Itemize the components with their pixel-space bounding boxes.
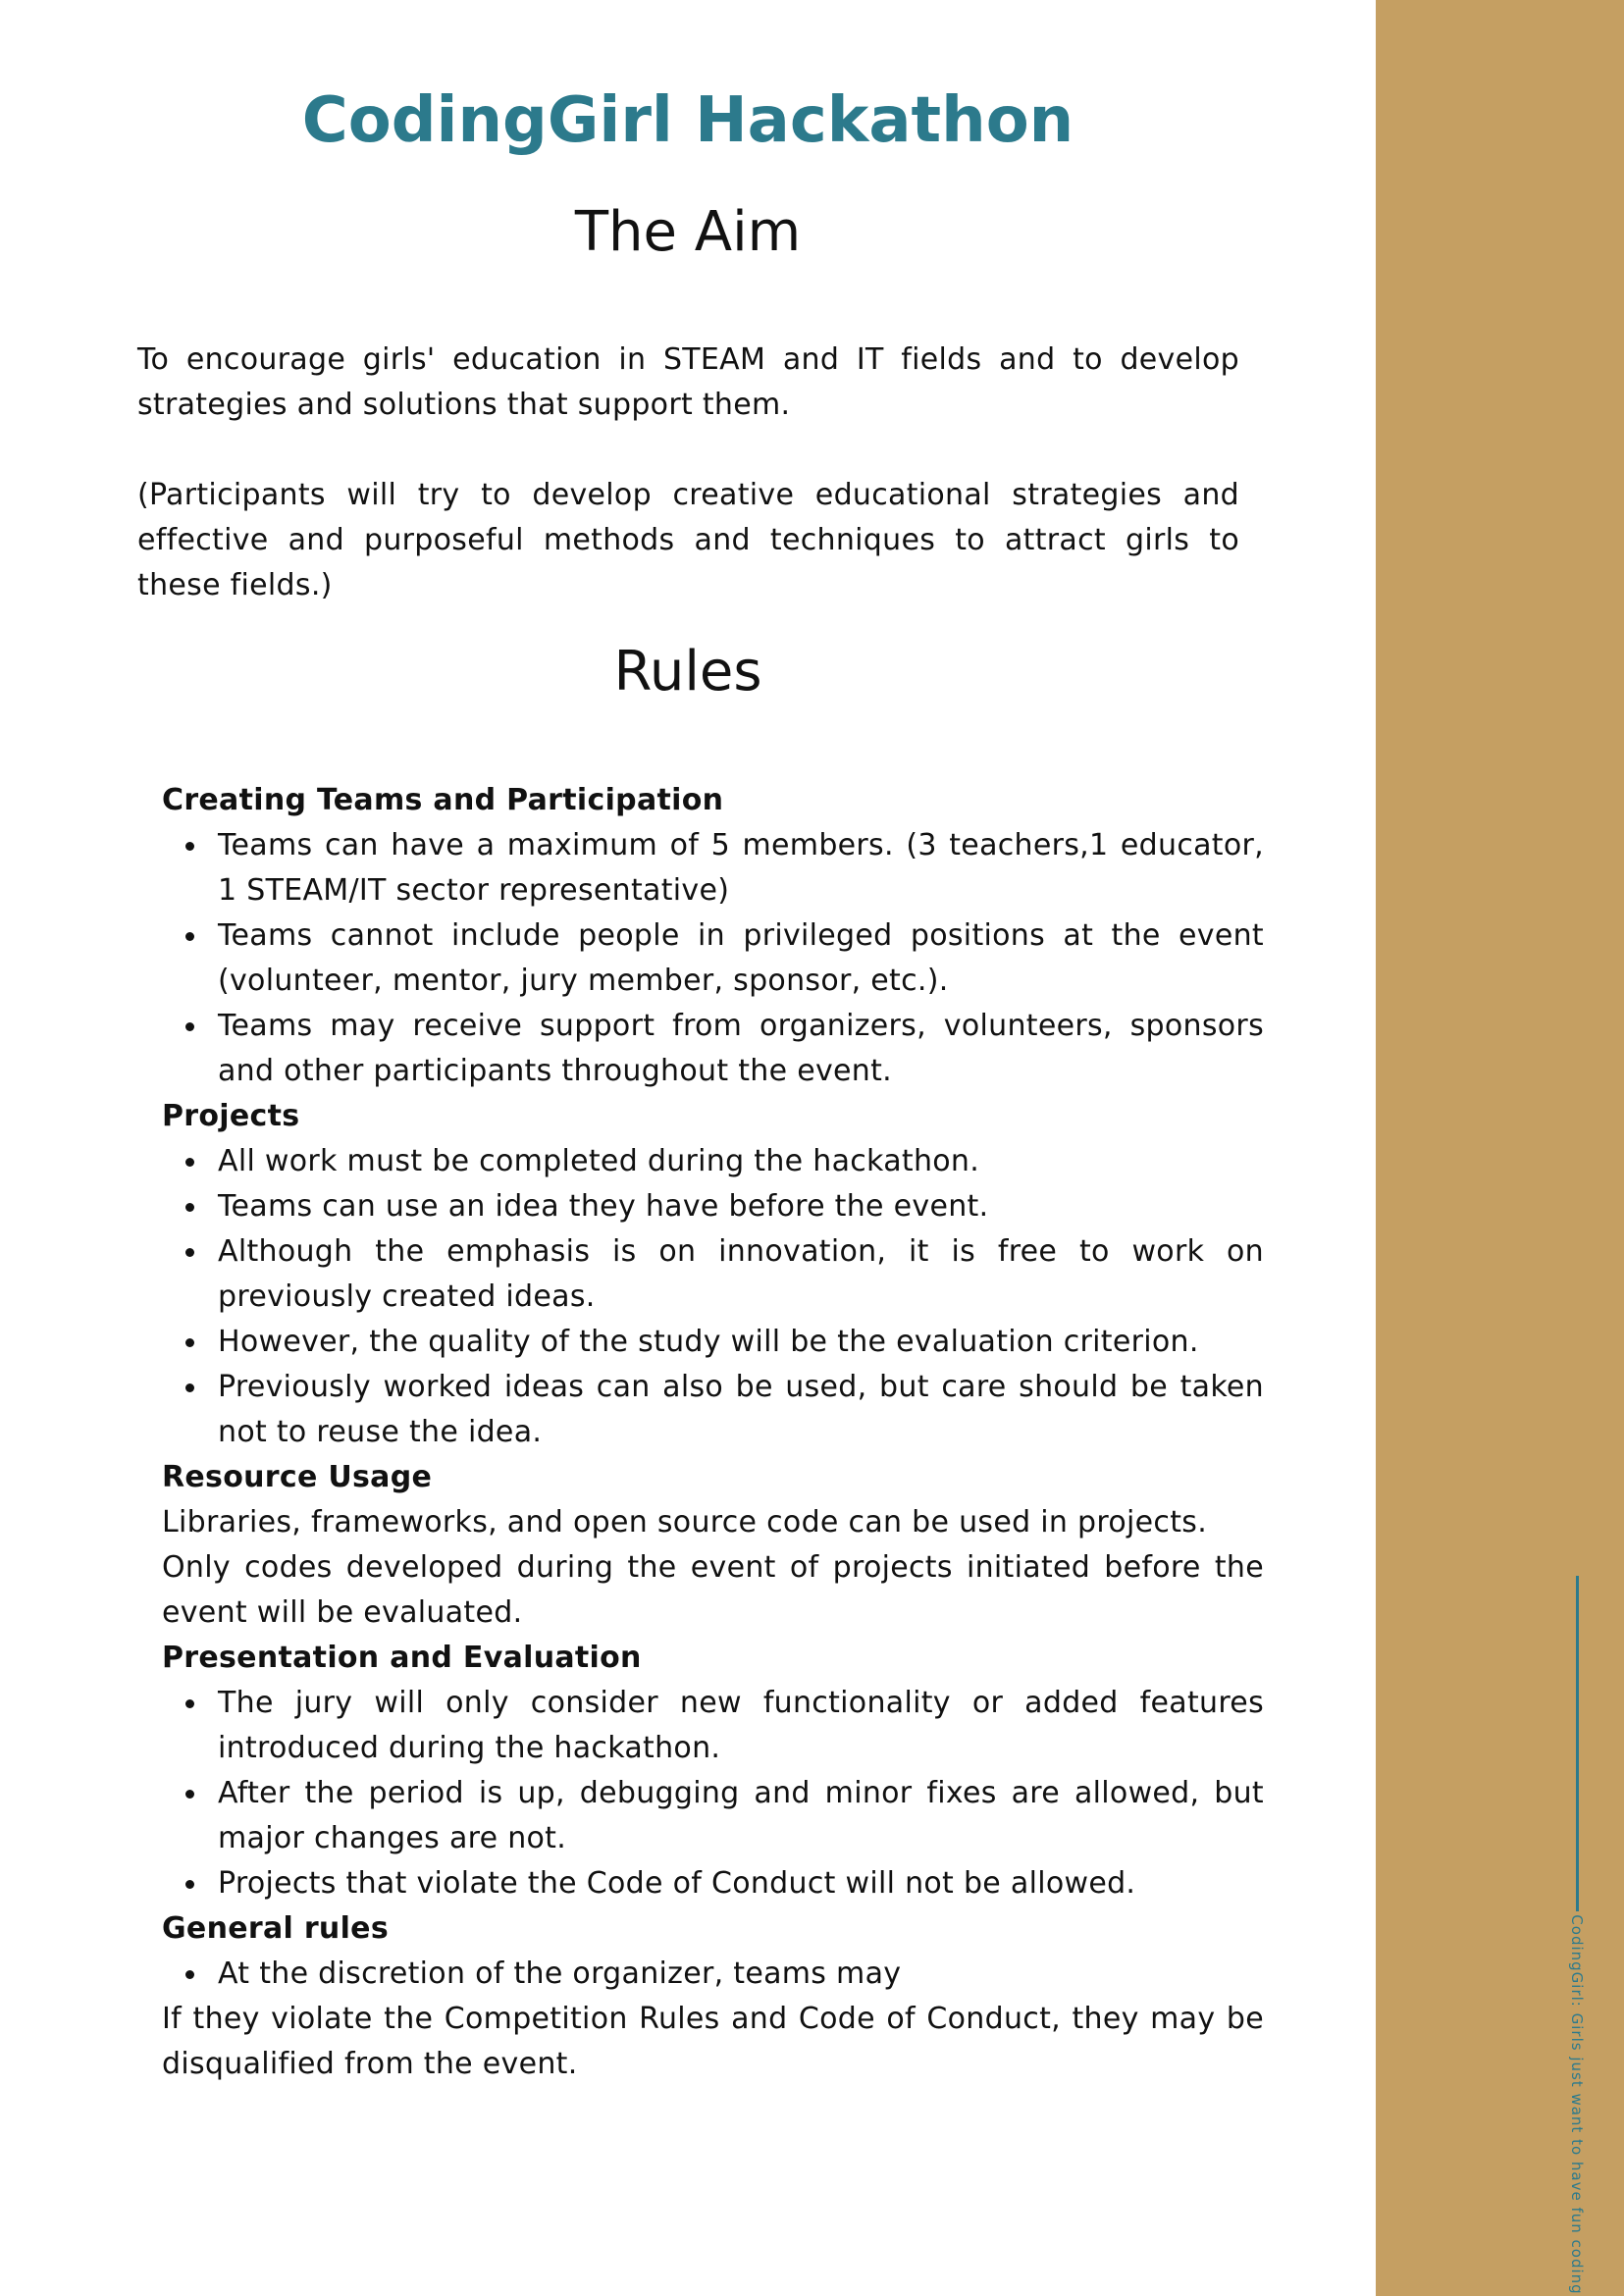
sidebar-tagline: CodingGirl: Girls just want to have fun coding — [1568, 1914, 1586, 2295]
aim-section — [137, 338, 1239, 653]
rules-subheading-teams: Creating Teams and Participation — [162, 783, 724, 817]
rules-list-general — [162, 1952, 1264, 1997]
aim-paragraph: (Participants will try to develop creative educational strategies and effective and purposeful methods and techniques to attract girls to these fields.) — [137, 478, 1239, 602]
rules-subheading-projects: Projects — [162, 1099, 300, 1133]
rules-list-evaluation — [162, 1681, 1264, 1906]
rules-section — [162, 778, 1264, 2087]
rules-paragraph: If they violate the Competition Rules and Code of Conduct, they may be disqualified from the event. — [162, 2002, 1264, 2081]
rules-list-teams — [162, 823, 1264, 1094]
page-title: CodingGirl Hackathon — [301, 84, 1074, 157]
rules-subheading-general: General rules — [162, 1911, 389, 1946]
list-item: Although the emphasis is on innovation, it is free to work on previously created ideas. — [218, 1229, 1264, 1320]
list-item: All work must be completed during the hackathon. — [218, 1139, 1264, 1184]
list-item: Projects that violate the Code of Conduct will not be allowed. — [218, 1861, 1264, 1906]
rules-list-projects — [162, 1139, 1264, 1455]
rules-heading: Rules — [613, 640, 762, 704]
list-item: At the discretion of the organizer, teams may — [218, 1952, 1264, 1997]
list-item: Previously worked ideas can also be used, but care should be taken not to reuse the idea. — [218, 1365, 1264, 1455]
sidebar-panel — [1376, 0, 1624, 2296]
rules-subheading-evaluation: Presentation and Evaluation — [162, 1641, 642, 1675]
rules-paragraph: Only codes developed during the event of projects initiated before the event will be evaluated. — [162, 1550, 1264, 1630]
list-item: Teams can have a maximum of 5 members. (3 teachers,1 educator, 1 STEAM/IT sector representative) — [218, 823, 1264, 913]
list-item: After the period is up, debugging and minor fixes are allowed, but major changes are not. — [218, 1771, 1264, 1861]
rules-subheading-resources: Resource Usage — [162, 1460, 433, 1494]
aim-heading: The Aim — [574, 200, 802, 264]
list-item: Teams can use an idea they have before the event. — [218, 1184, 1264, 1229]
rules-paragraph: Libraries, frameworks, and open source code can be used in projects. — [162, 1505, 1208, 1539]
list-item: Teams cannot include people in privileged positions at the event (volunteer, mentor, jury member, sponsor, etc.). — [218, 913, 1264, 1004]
sidebar-accent-line — [1576, 1576, 1579, 1911]
list-item: The jury will only consider new functionality or added features introduced during the hackathon. — [218, 1681, 1264, 1771]
list-item: Teams may receive support from organizers, volunteers, sponsors and other participants throughout the event. — [218, 1004, 1264, 1094]
list-item: However, the quality of the study will be the evaluation criterion. — [218, 1320, 1264, 1365]
aim-paragraph: To encourage girls' education in STEAM and IT fields and to develop strategies and solutions that support them. — [137, 342, 1239, 422]
